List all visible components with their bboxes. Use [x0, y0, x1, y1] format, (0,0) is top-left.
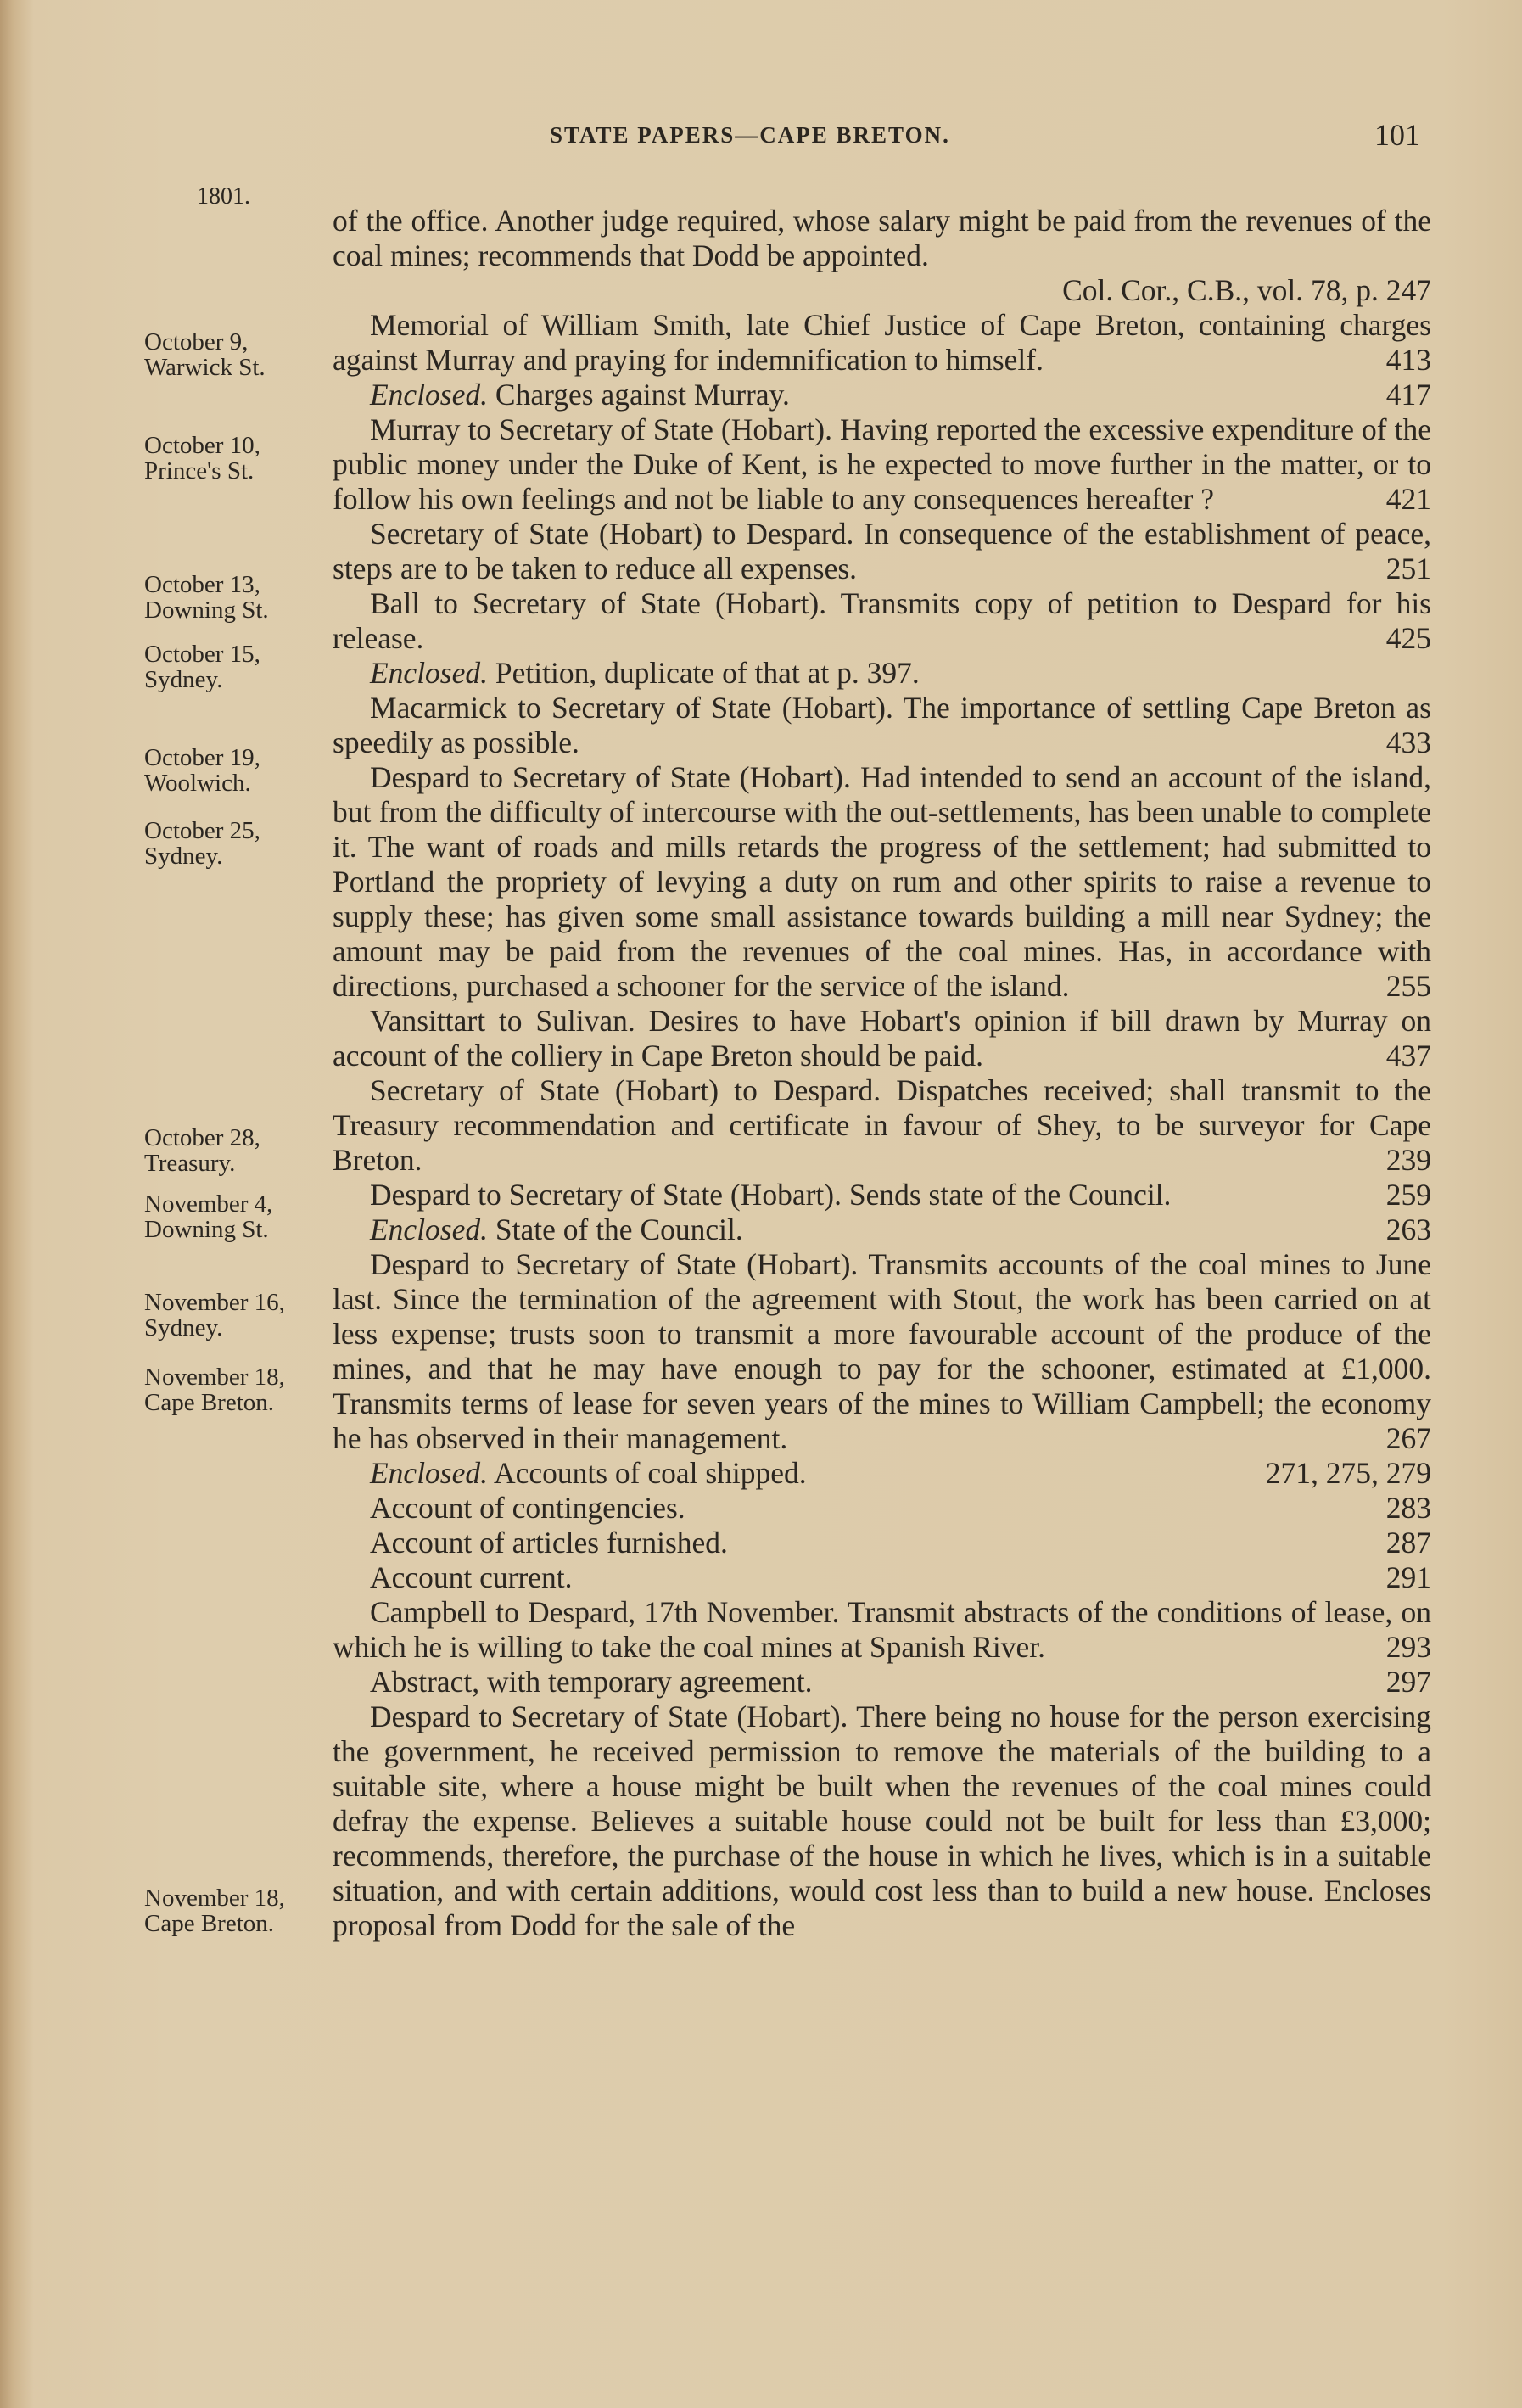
- margin-date-entry: [144, 1885, 331, 1936]
- entry-text: Despard to Secretary of State (Hobart). Sends state of the Council.: [370, 1178, 1172, 1212]
- page-reference: 287: [1385, 1526, 1431, 1560]
- enclosure-text: State of the Council.: [495, 1212, 743, 1246]
- enclosure-text: Accounts of coal shipped.: [493, 1456, 807, 1490]
- margin-date: October 10,: [144, 432, 260, 459]
- margin-place: Woolwich.: [144, 770, 251, 797]
- enclosure-line: [333, 378, 1431, 412]
- margin-date: November 18,: [144, 1884, 285, 1912]
- calendar-body: [333, 204, 1431, 1943]
- entry-text: Secretary of State (Hobart) to Despard. Dispatches received; shall transmit to the Treasury recommendation and certificate in favour of Shey, to be surveyor for Cape Breton.: [333, 1073, 1431, 1177]
- year-label: 1801.: [197, 183, 250, 210]
- enclosure-line: [333, 1212, 1431, 1247]
- enclosure-text: Account of articles furnished.: [370, 1526, 728, 1560]
- margin-date-entry: [144, 641, 331, 692]
- margin-date-entry: [144, 745, 331, 796]
- enclosed-label: Enclosed.: [370, 1456, 489, 1490]
- page-reference: 425: [1385, 621, 1431, 655]
- margin-date: November 4,: [144, 1190, 273, 1218]
- enclosure-line: [333, 656, 1431, 691]
- entry-text: Memorial of William Smith, late Chief Justice of Cape Breton, containing charges against Murray and praying for indemnification to himself.: [333, 308, 1431, 377]
- entry-text: Secretary of State (Hobart) to Despard. In consequence of the establishment of peace, steps are to be taken to reduce all expenses.: [333, 517, 1431, 585]
- margin-date: October 15,: [144, 641, 260, 668]
- margin-place: Cape Breton.: [144, 1389, 275, 1416]
- page-reference: 437: [1385, 1039, 1431, 1072]
- enclosure-line: [333, 1526, 1431, 1560]
- page-reference: 293: [1385, 1630, 1431, 1664]
- margin-place: Sydney.: [144, 843, 223, 870]
- margin-date: October 13,: [144, 571, 260, 598]
- margin-place: Sydney.: [144, 1314, 223, 1341]
- page-reference: 267: [1385, 1421, 1431, 1455]
- entry-text: Despard to Secretary of State (Hobart). Transmits accounts of the coal mines to June last. Since the termination of the agreement with Stout, the work has been carried on at less expense; trusts soon to transmit a more favourable account of the produce of the mines, and that he may have enough to pay for the schooner, estimated at £1,000. Transmits terms of lease for seven years of the mines to William Campbell; the economy he has observed in their management.: [333, 1247, 1431, 1455]
- entry-text: Despard to Secretary of State (Hobart). There being no house for the person exercising the government, he received permission to remove the materials of the building to a suitable site, where a house might be built when the revenues of the coal mines could defray the expense. Believes a suitable house could not be built for less than £3,000; recommends, therefore, the purchase of the house in which he lives, which is in a suitable situation, and with certain additions, would cost less than to build a new house. Encloses proposal from Dodd for the sale of the: [333, 1700, 1431, 1942]
- page-reference: 297: [1385, 1665, 1431, 1699]
- enclosure-text: Charges against Murray.: [495, 378, 790, 412]
- margin-date-entry: [144, 433, 331, 484]
- enclosed-label: Enclosed.: [370, 656, 489, 690]
- page-reference: 421: [1385, 482, 1431, 516]
- entry-text: Macarmick to Secretary of State (Hobart). The importance of settling Cape Breton as speedily as possible.: [333, 691, 1431, 759]
- margin-date-entry: [144, 572, 331, 623]
- entry-text: Campbell to Despard, 17th November. Transmit abstracts of the conditions of lease, on which he is willing to take the coal mines at Spanish River.: [333, 1595, 1431, 1664]
- entry-text: Ball to Secretary of State (Hobart). Transmits copy of petition to Despard for his release.: [333, 586, 1431, 655]
- page-reference: 251: [1385, 552, 1431, 585]
- margin-place: Prince's St.: [144, 457, 255, 484]
- margin-place: Sydney.: [144, 666, 223, 693]
- enclosure-text: Account of contingencies.: [370, 1491, 685, 1525]
- page-reference: 271, 275, 279: [1265, 1456, 1431, 1490]
- margin-place: Treasury.: [144, 1150, 236, 1177]
- margin-date-entry: [144, 329, 331, 380]
- enclosure-text: Abstract, with temporary agreement.: [370, 1665, 813, 1699]
- margin-date: November 18,: [144, 1364, 285, 1391]
- enclosure-line: [333, 1456, 1431, 1491]
- enclosure-line: [333, 1665, 1431, 1700]
- page-reference: 263: [1385, 1212, 1431, 1246]
- page-reference: 255: [1385, 969, 1431, 1003]
- margin-date-entry: [144, 1125, 331, 1176]
- margin-date: October 9,: [144, 328, 249, 356]
- page-reference: 413: [1385, 343, 1431, 377]
- page-reference: 239: [1385, 1143, 1431, 1177]
- page-reference: 433: [1385, 725, 1431, 759]
- margin-date: October 28,: [144, 1124, 260, 1151]
- margin-date-entry: [144, 1290, 331, 1341]
- page-header: [0, 117, 1522, 160]
- enclosure-text: Account current.: [370, 1560, 573, 1594]
- margin-date: October 19,: [144, 744, 260, 771]
- entry-text: Despard to Secretary of State (Hobart). Had intended to send an account of the island, but from the difficulty of intercourse with the out-settlements, has been unable to complete it. The want of roads and mills retards the progress of the settlement; had submitted to Portland the propriety of levying a duty on rum and other spirits to raise a revenue to supply these; has given some small assistance towards building a mill near Sydney; the amount may be paid from the revenues of the coal mines. Has, in accordance with directions, purchased a schooner for the service of the island.: [333, 760, 1431, 1003]
- entry-text: Murray to Secretary of State (Hobart). Having reported the excessive expenditure of the public money under the Duke of Kent, is he expected to move further in the matter, or to follow his own feelings and not be liable to any consequences hereafter ?: [333, 412, 1431, 516]
- page-reference: 417: [1385, 378, 1431, 412]
- source-reference: Col. Cor., C.B., vol. 78, p. 247: [1062, 273, 1431, 307]
- margin-date-entry: [144, 1191, 331, 1242]
- page-reference: 259: [1385, 1178, 1431, 1212]
- margin-date-entry: [144, 818, 331, 869]
- enclosure-text: Petition, duplicate of that at p. 397.: [495, 656, 920, 690]
- enclosed-label: Enclosed.: [370, 378, 489, 412]
- page-number: 101: [1374, 118, 1420, 152]
- enclosure-line: [333, 1560, 1431, 1595]
- entry-text: Vansittart to Sulivan. Desires to have Hobart's opinion if bill drawn by Murray on account of the colliery in Cape Breton should be paid.: [333, 1004, 1431, 1072]
- page-reference: 291: [1385, 1560, 1431, 1594]
- page-reference: 283: [1385, 1491, 1431, 1525]
- margin-place: Downing St.: [144, 1216, 269, 1243]
- enclosure-line: [333, 1491, 1431, 1526]
- margin-date-entry: [144, 1364, 331, 1415]
- enclosed-label: Enclosed.: [370, 1212, 489, 1246]
- margin-place: Warwick St.: [144, 354, 266, 381]
- margin-place: Downing St.: [144, 596, 269, 624]
- running-title: STATE PAPERS—CAPE BRETON.: [550, 122, 950, 148]
- margin-date: November 16,: [144, 1289, 285, 1316]
- margin-place: Cape Breton.: [144, 1910, 275, 1937]
- entry-text: of the office. Another judge required, whose salary might be paid from the revenues of the coal mines; recommends that Dodd be appointed.: [333, 204, 1431, 272]
- entry-line: [333, 1178, 1431, 1212]
- margin-date: October 25,: [144, 817, 260, 844]
